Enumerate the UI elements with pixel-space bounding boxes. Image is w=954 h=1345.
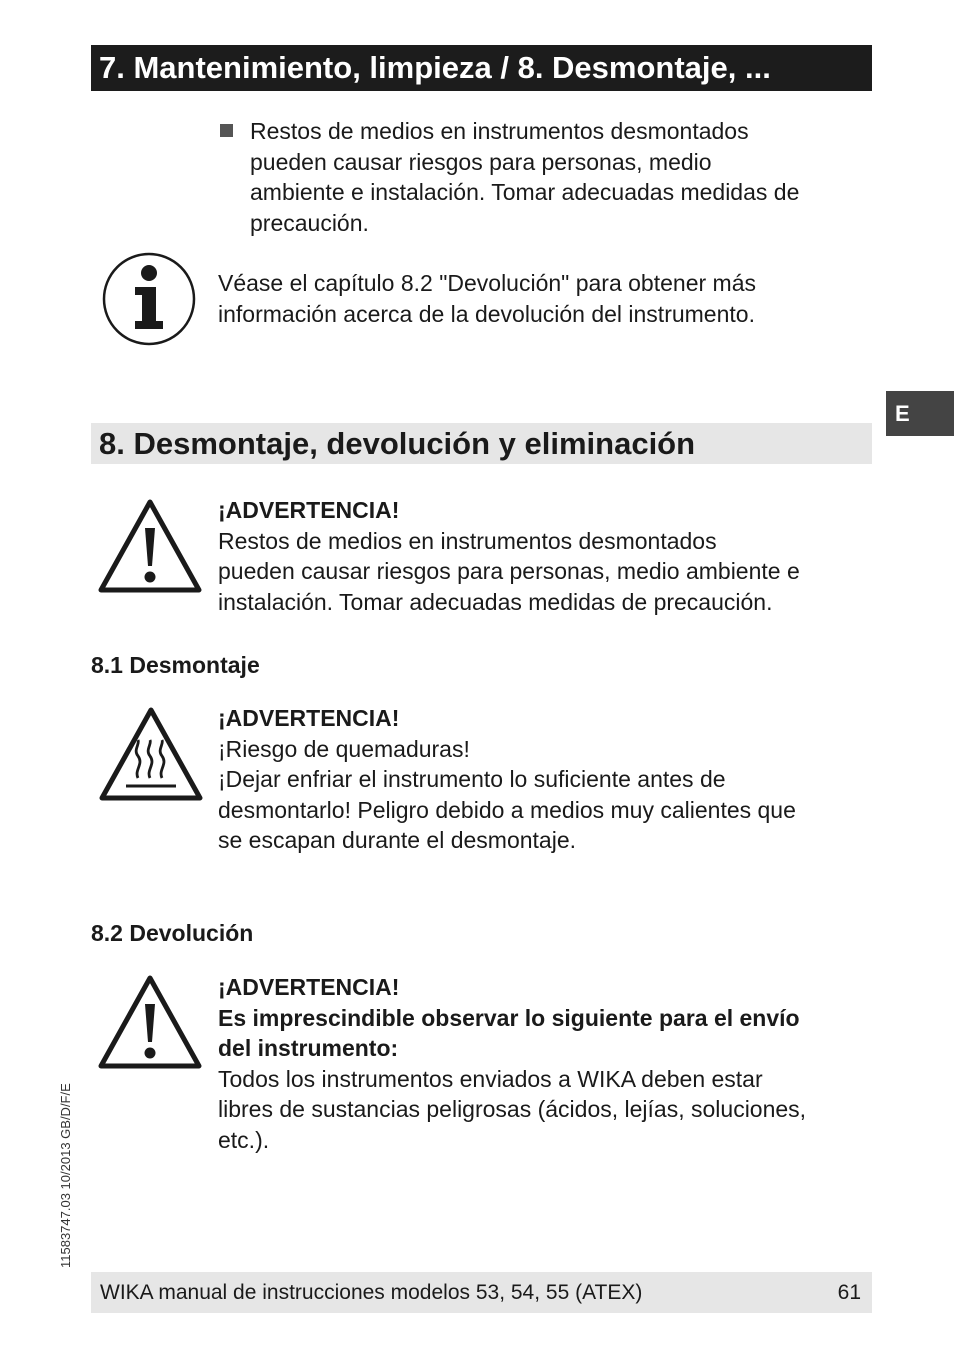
text-line: libres de sustancias peligrosas (ácidos, lejías, soluciones, — [218, 1096, 807, 1122]
text-line: pueden causar riesgos para personas, medio ambiente e — [218, 558, 800, 584]
text-line: Restos de medios en instrumentos desmontados — [250, 118, 749, 144]
document-code: 11583747.03 10/2013 GB/D/F/E — [58, 1083, 73, 1268]
text-line: instalación. Tomar adecuadas medidas de precaución. — [218, 588, 773, 615]
text-line: Restos de medios en instrumentos desmontados — [218, 527, 717, 554]
text-line: Véase el capítulo 8.2 "Devolución" para obtener más — [218, 270, 756, 296]
text-line: ambiente e instalación. Tomar adecuadas medidas de — [250, 179, 800, 205]
warning-block-1 — [218, 495, 873, 617]
text-line: del instrumento: — [218, 1035, 399, 1061]
bullet-paragraph — [250, 116, 870, 238]
text-line: precaución. — [250, 209, 369, 236]
text-line: se escapan durante el desmontaje. — [218, 827, 577, 853]
text-line: ¡Dejar enfriar el instrumento lo suficiente antes de — [218, 766, 726, 792]
text-line: pueden causar riesgos para personas, medio — [250, 148, 712, 175]
text-line: etc.). — [218, 1126, 270, 1153]
warning-triangle-icon — [97, 974, 203, 1070]
subsection-heading: 8.2 Devolución — [91, 920, 254, 946]
info-note — [218, 268, 868, 329]
hot-surface-icon — [98, 706, 204, 802]
page-footer — [91, 1272, 872, 1313]
section-header: 8. Desmontaje, devolución y eliminación — [91, 423, 872, 464]
warning-block-2 — [218, 703, 873, 856]
text-line: información acerca de la devolución del instrumento. — [218, 300, 755, 327]
language-tab: E — [886, 391, 954, 436]
subsection-heading: 8.1 Desmontaje — [91, 652, 260, 678]
text-line: Es imprescindible observar lo siguiente para el envío — [218, 1004, 800, 1031]
bullet-marker — [220, 124, 233, 137]
text-line: desmontarlo! Peligro debido a medios muy calientes que — [218, 796, 796, 823]
text-line: Todos los instrumentos enviados a WIKA deben estar — [218, 1065, 763, 1092]
info-icon — [101, 251, 197, 347]
warning-heading: ¡ADVERTENCIA! — [218, 974, 400, 1000]
text-line: ¡Riesgo de quemaduras! — [218, 735, 470, 762]
warning-heading: ¡ADVERTENCIA! — [218, 705, 400, 731]
chapter-header: 7. Mantenimiento, limpieza / 8. Desmontaje, ... — [91, 45, 872, 91]
footer-title: WIKA manual de instrucciones modelos 53, 54, 55 (ATEX) — [100, 1281, 643, 1304]
page-number: 61 — [837, 1281, 861, 1304]
warning-heading: ¡ADVERTENCIA! — [218, 497, 400, 523]
warning-triangle-icon — [97, 498, 203, 594]
warning-block-3 — [218, 972, 873, 1155]
